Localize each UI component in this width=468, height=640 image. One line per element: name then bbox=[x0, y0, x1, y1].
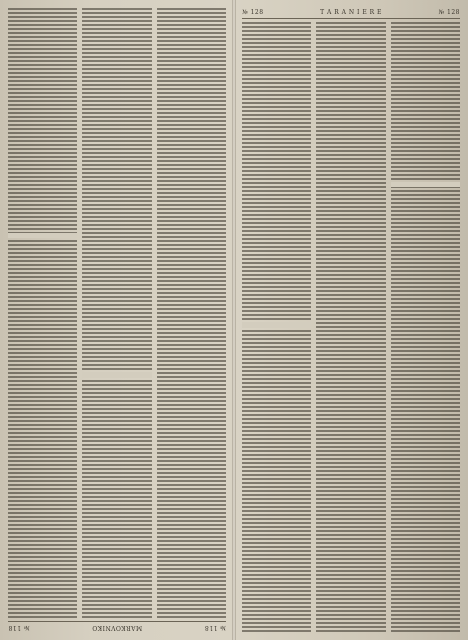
left-header-rule bbox=[8, 621, 226, 622]
text-column bbox=[82, 8, 151, 618]
left-text-columns bbox=[8, 8, 226, 618]
text-column bbox=[316, 22, 385, 632]
text-column bbox=[8, 8, 77, 618]
right-header-rule bbox=[242, 18, 460, 19]
right-page-number-right: № 128 bbox=[438, 8, 460, 16]
text-column bbox=[391, 22, 460, 632]
text-column bbox=[157, 8, 226, 618]
text-column bbox=[242, 22, 311, 632]
right-page-header bbox=[242, 6, 460, 18]
left-page-number: № 118 bbox=[204, 624, 226, 632]
right-page bbox=[234, 0, 468, 640]
left-page-number-right: № 118 bbox=[8, 624, 30, 632]
right-running-head: T A R A N I E R E bbox=[320, 8, 382, 16]
right-text-columns bbox=[242, 22, 460, 632]
right-page-number: № 128 bbox=[242, 8, 264, 16]
left-page-header bbox=[8, 622, 226, 634]
left-running-head: MARKOVNIKO bbox=[91, 624, 143, 632]
